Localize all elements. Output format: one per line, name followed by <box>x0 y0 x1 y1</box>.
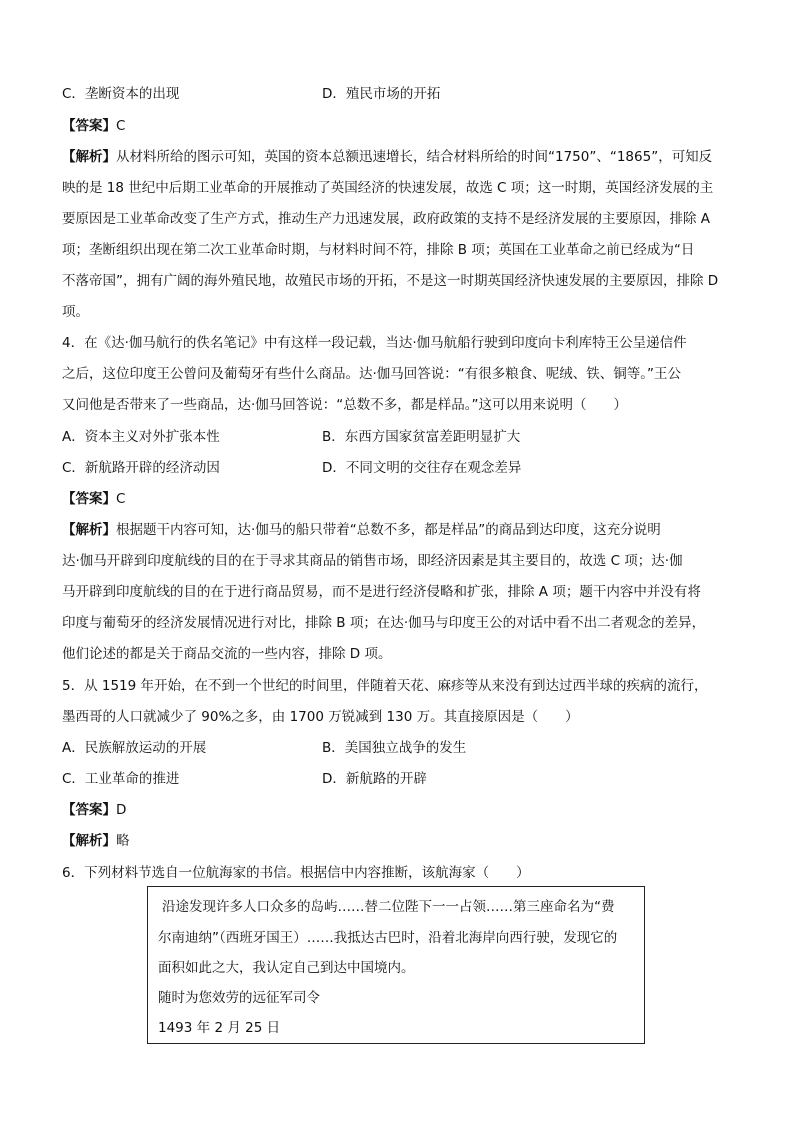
q6-material-line: 尔南迪纳”（西班牙国王）……我抵达古巴时，沿着北海岸向西行驶，发现它的 <box>158 930 618 946</box>
q4-option-a: A．资本主义对外扩张本性 <box>62 429 220 445</box>
q5-option-a: A．民族解放运动的开展 <box>62 740 207 756</box>
q3-answer-value: C <box>116 118 126 134</box>
q5-analysis <box>62 831 740 851</box>
q4-stem-line: 又问他是否带来了一些商品，达·伽马回答说：“总数不多，都是样品。”这可以用来说明（ ） <box>62 397 628 413</box>
q5-option-c: C．工业革命的推进 <box>62 771 180 787</box>
q4-analysis-label: 【解析】 <box>62 522 116 538</box>
q3-analysis-line: 项；垄断组织出现在第二次工业革命时期，与材料时间不符，排除 B 项；英国在工业革命之前已经成为“日 <box>62 242 695 258</box>
q4-analysis-text: 根据题干内容可知，达·伽马的船只带着“总数不多，都是样品”的商品到达印度，这充分说明 <box>116 522 661 538</box>
q4-answer-value: C <box>116 491 126 507</box>
q6-material-line: 面积如此之大，我认定自己到达中国境内。 <box>158 960 415 976</box>
q4-stem-line: 之后，这位印度王公曾问及葡萄牙有些什么商品。达·伽马回答说：“有很多粮食、呢绒、铁、铜等。”王公 <box>62 366 682 382</box>
q3-analysis-label: 【解析】 <box>62 149 116 165</box>
q4-analysis-line: 印度与葡萄牙的经济发展情况进行对比，排除 B 项；在达·伽马与印度王公的对话中看不出二者观念的差异， <box>62 615 706 631</box>
q4-stem-line: 4．在《达·伽马航行的佚名笔记》中有这样一段记载，当达·伽马航船行驶到印度向卡利库特王公呈递信件 <box>62 335 687 351</box>
q4-option-b: B．东西方国家贫富差距明显扩大 <box>322 429 521 445</box>
q4-answer <box>62 489 740 509</box>
q3-answer-label: 【答案】 <box>62 118 116 134</box>
q3-option-c: C．垄断资本的出现 <box>62 86 180 102</box>
q5-analysis-value: 略 <box>116 833 130 849</box>
q5-stem-line: 5．从 1519 年开始，在不到一个世纪的时间里，伴随着天花、麻疹等从来没有到达过西半球的疾病的流行， <box>62 678 708 694</box>
q4-analysis-line: 达·伽马开辟到印度航线的目的在于寻求其商品的销售市场，即经济因素是其主要目的，故选 C 项；达·伽 <box>62 553 683 569</box>
q4-answer-label: 【答案】 <box>62 491 116 507</box>
q3-analysis-line: 映的是 18 世纪中后期工业革命的开展推动了英国经济的快速发展，故选 C 项；这一时期，英国经济发展的主 <box>62 180 714 196</box>
q5-answer <box>62 800 740 820</box>
q3-analysis-line <box>62 147 740 167</box>
q6-material-line: 沿途发现许多人口众多的岛屿……替二位陛下一一占领……第三座命名为“费 <box>162 899 615 915</box>
q3-analysis-line: 项。 <box>62 304 89 320</box>
q6-material-signature: 随时为您效劳的远征军司令 <box>158 990 320 1006</box>
q6-material-date: 1493 年 2 月 25 日 <box>158 1020 281 1036</box>
q4-analysis-line <box>62 520 740 540</box>
q4-analysis-line: 他们论述的都是关于商品交流的一些内容，排除 D 项。 <box>62 646 392 662</box>
q4-analysis-line: 马开辟到印度航线的目的在于进行商品贸易，而不是进行经济侵略和扩张，排除 A 项；题干内容中并没有将 <box>62 584 701 600</box>
q3-option-d: D．殖民市场的开拓 <box>322 86 441 102</box>
q4-option-c: C．新航路开辟的经济动因 <box>62 460 220 476</box>
q3-answer <box>62 116 740 136</box>
q5-option-b: B．美国独立战争的发生 <box>322 740 467 756</box>
q6-material-box <box>147 886 645 1044</box>
q3-analysis-line: 要原因是工业革命改变了生产方式，推动生产力迅速发展，政府政策的支持不是经济发展的主要原因，排除 A <box>62 211 711 227</box>
q3-analysis-line: 不落帝国”，拥有广阔的海外殖民地，故殖民市场的开拓，不是这一时期英国经济快速发展的主要原因，排除 D <box>62 273 719 289</box>
q5-answer-label: 【答案】 <box>62 802 116 818</box>
q4-option-d: D．不同文明的交往存在观念差异 <box>322 460 522 476</box>
q3-analysis-text: 从材料所给的图示可知，英国的资本总额迅速增长，结合材料所给的时间“1750”、“1865”，可知反 <box>116 149 713 165</box>
q5-analysis-label: 【解析】 <box>62 833 116 849</box>
q6-stem: 6．下列材料节选自一位航海家的书信。根据信中内容推断，该航海家（ ） <box>62 865 530 881</box>
q5-option-d: D．新航路的开辟 <box>322 771 427 787</box>
q5-stem-line: 墨西哥的人口就减少了 90%之多，由 1700 万锐减到 130 万。其直接原因是（ ） <box>62 709 579 725</box>
q5-answer-value: D <box>116 802 127 818</box>
